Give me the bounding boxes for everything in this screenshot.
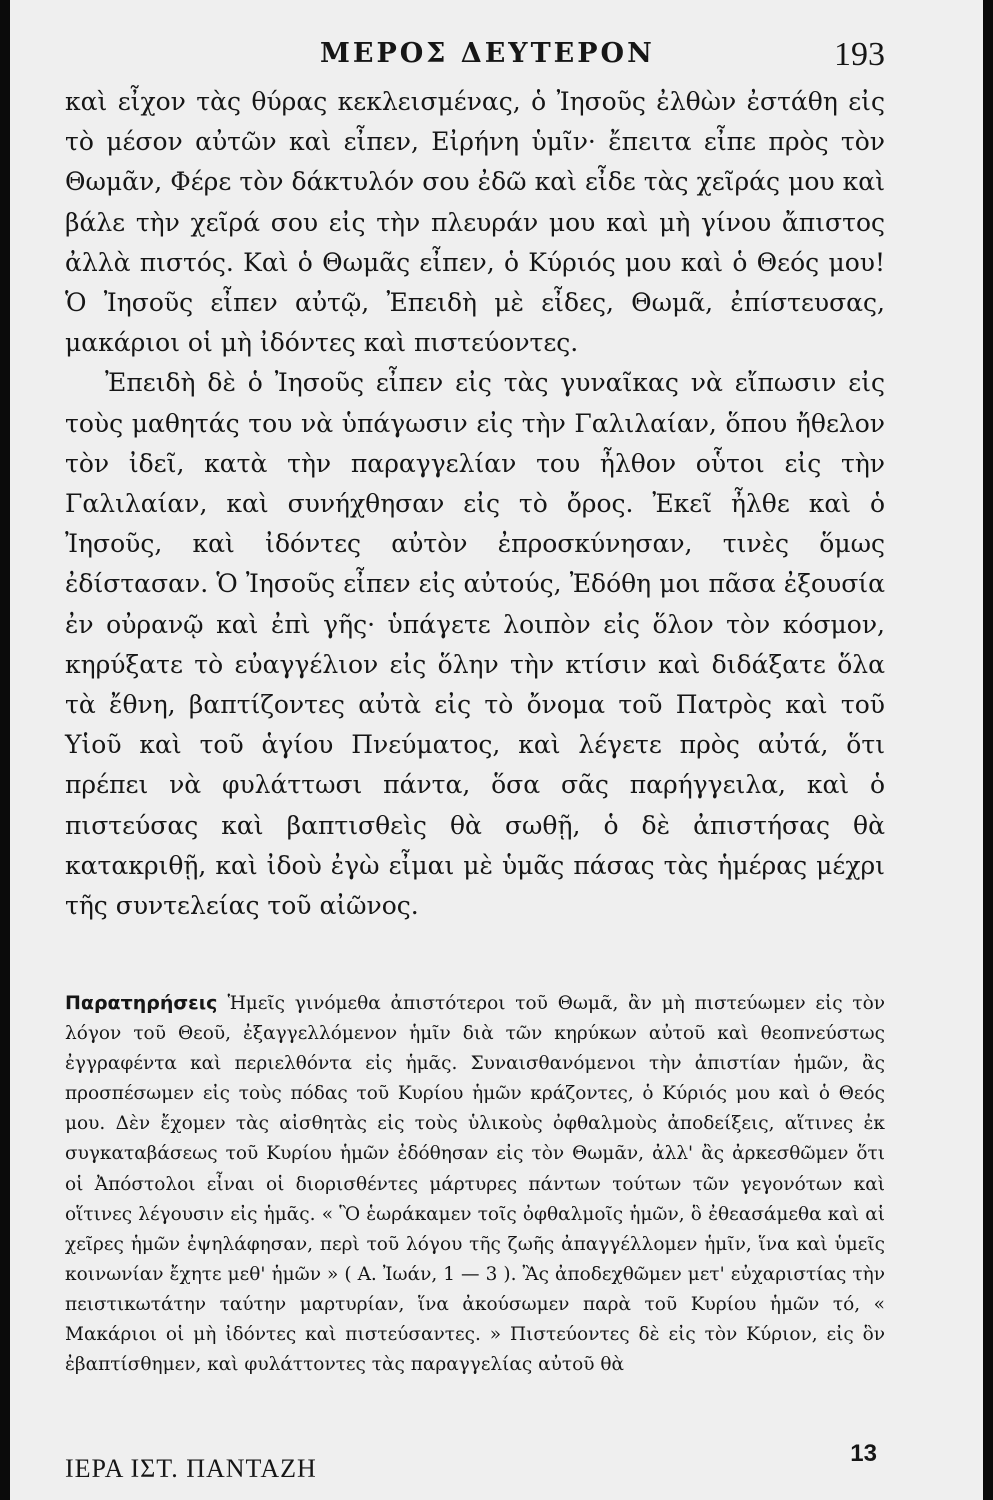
running-head <box>65 38 885 78</box>
running-title: ΜΕΡΟΣ ΔΕΥΤΕΡΟΝ <box>320 38 655 69</box>
printer-mark: ΙΕΡΑ ΙΣΤ. ΠΑΝΤΑΖΗ <box>65 1454 317 1483</box>
page-number: 193 <box>834 36 885 73</box>
page-footer <box>65 1440 885 1494</box>
paragraph: Ἐπειδὴ δὲ ὁ Ἰησοῦς εἶπεν εἰς τὰς γυναῖκας νὰ εἴπωσιν εἰς τοὺς μαθητάς του νὰ ὑπάγωσιν εἰς τὴν Γαλιλαίαν, ὅπου ἤθελον τὸν ἰδεῖ, κατὰ τὴν παραγγελίαν του ἦλθον οὗτοι εἰς τὴν Γαλιλαίαν, καὶ συνήχθησαν εἰς τὸ ὄρος. Ἐκεῖ ἦλθε καὶ ὁ Ἰησοῦς, καὶ ἰδόντες αὐτὸν ἐπροσκύνησαν, τινὲς ὅμως ἐδίστασαν. Ὁ Ἰησοῦς εἶπεν εἰς αὐτούς, Ἐδόθη μοι πᾶσα ἐξουσία ἐν οὐρανῷ καὶ ἐπὶ γῆς· ὑπάγετε λοιπὸν εἰς ὅλον τὸν κόσμον, κηρύξατε τὸ εὐαγγέλιον εἰς ὅλην τὴν κτίσιν καὶ διδάξατε ὅλα τὰ ἔθνη, βαπτίζοντες αὐτὰ εἰς τὸ ὄνομα τοῦ Πατρὸς καὶ τοῦ Υἱοῦ καὶ τοῦ ἁγίου Πνεύματος, καὶ λέγετε πρὸς αὐτά, ὅτι πρέπει νὰ φυλάττωσι πάντα, ὅσα σᾶς παρήγγειλα, καὶ ὁ πιστεύσας καὶ βαπτισθεὶς θὰ σωθῇ, ὁ δὲ ἀπιστήσας θὰ κατακριθῇ, καὶ ἰδοὺ ἐγὼ εἶμαι μὲ ὑμᾶς πάσας τὰς ἡμέρας μέχρι τῆς συντελείας τοῦ αἰῶνος. <box>65 368 885 921</box>
signature-mark: 13 <box>850 1440 877 1467</box>
main-text <box>65 82 885 926</box>
notes-label: Παρατηρήσεις <box>65 992 218 1014</box>
notes-text: Ἡμεῖς γινόμεθα ἀπιστότεροι τοῦ Θωμᾶ, ἂν μὴ πιστεύωμεν εἰς τὸν λόγον τοῦ Θεοῦ, ἐξαγγελλόμενον ἡμῖν διὰ τῶν κηρύκων αὐτοῦ καὶ θεοπνεύστως ἐγγραφέντα καὶ περιελθόντα εἰς ἡμᾶς. Συναισθανόμενοι τὴν ἀπιστίαν ἡμῶν, ἂς προσπέσωμεν εἰς τοὺς πόδας τοῦ Κυρίου ἡμῶν κράζοντες, ὁ Κύριός μου καὶ ὁ Θεός μου. Δὲν ἔχομεν τὰς αἰσθητὰς εἰς τοὺς ὑλικοὺς ὀφθαλμοὺς ἀποδείξεις, αἵτινες ἐκ συγκαταβάσεως τοῦ Κυρίου ἡμῶν ἐδόθησαν εἰς τὸν Θωμᾶν, ἀλλ' ἂς ἀρκεσθῶμεν ὅτι οἱ Ἀπόστολοι εἶναι οἱ διορισθέντες μάρτυρες πάντων τούτων τῶν γεγονότων καὶ οἵτινες λέγουσιν εἰς ἡμᾶς. « Ὃ ἑωράκαμεν τοῖς ὀφθαλμοῖς ἡμῶν, ὃ ἐθεασάμεθα καὶ αἱ χεῖρες ἡμῶν ἐψηλάφησαν, περὶ τοῦ λόγου τῆς ζωῆς ἀπαγγέλλομεν ἡμῖν, ἵνα καὶ ὑμεῖς κοινωνίαν ἔχητε μεθ' ἡμῶν » ( Α. Ἰωάν, 1 — 3 ). Ἂς ἀποδεχθῶμεν μετ' εὐχαριστίας τὴν πειστικωτάτην ταύτην μαρτυρίαν, ἵνα ἀκούσωμεν παρὰ τοῦ Κυρίου ἡμῶν τό, « Μακάριοι οἱ μὴ ἰδόντες καὶ πιστεύσαντες. » Πιστεύοντες δὲ εἰς τὸν Κύριον, εἰς ὃν ἐβαπτίσθημεν, καὶ φυλάττοντες τὰς παραγγελίας αὐτοῦ θὰ <box>65 993 885 1376</box>
paragraph: καὶ εἶχον τὰς θύρας κεκλεισμένας, ὁ Ἰησοῦς ἐλθὼν ἐστάθη εἰς τὸ μέσον αὐτῶν καὶ εἶπεν, Εἰρήνη ὑμῖν· ἔπειτα εἶπε πρὸς τὸν Θωμᾶν, Φέρε τὸν δάκτυλόν σου ἐδῶ καὶ εἶδε τὰς χεῖράς μου καὶ βάλε τὴν χεῖρά σου εἰς τὴν πλευράν μου καὶ μὴ γίνου ἄπιστος ἀλλὰ πιστός. Καὶ ὁ Θωμᾶς εἶπεν, ὁ Κύριός μου καὶ ὁ Θεός μου! Ὁ Ἰησοῦς εἶπεν αὐτῷ, Ἐπειδὴ μὲ εἶδες, Θωμᾶ, ἐπίστευσας, μακάριοι οἱ μὴ ἰδόντες καὶ πιστεύοντες. <box>65 87 885 358</box>
notes-section <box>65 988 885 1380</box>
book-page <box>10 0 983 1500</box>
